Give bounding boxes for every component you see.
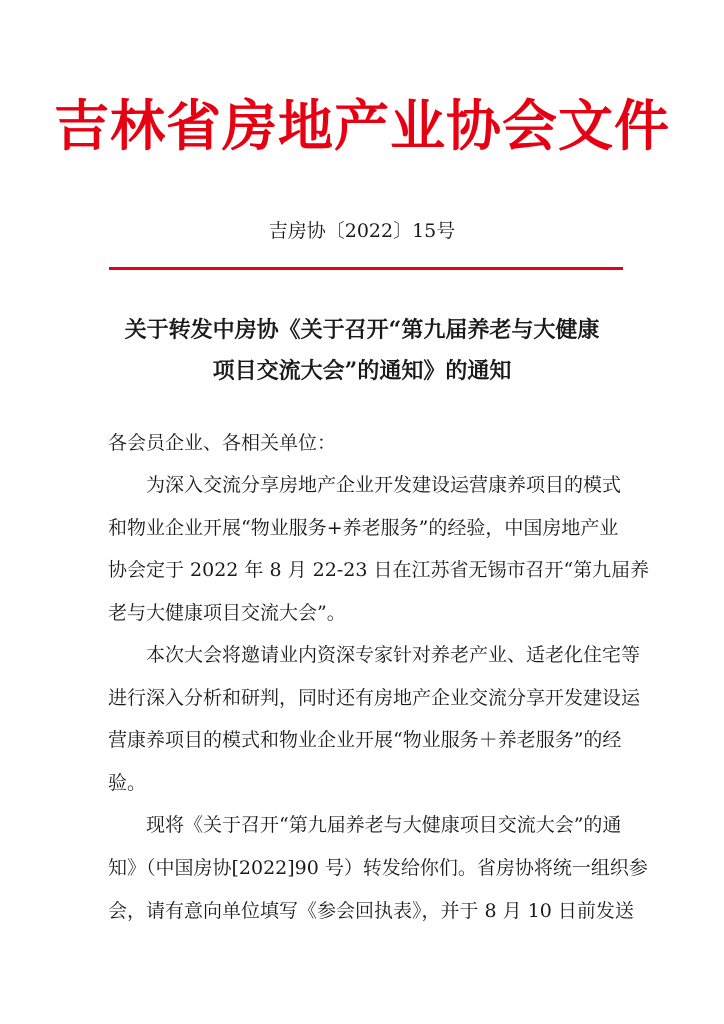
- paragraph-line: 本次大会将邀请业内资深专家针对养老产业、适老化住宅等: [146, 644, 641, 666]
- paragraph-line: 现将《关于召开“第九届养老与大健康项目交流大会”的通: [146, 814, 622, 836]
- org-title: 吉林省房地产业协会文件: [53, 93, 670, 158]
- paragraph-line: 会，请有意向单位填写《参会回执表》，并于 8 月 10 日前发送: [108, 900, 634, 922]
- subject-title-line: 项目交流大会”的通知》的通知: [212, 358, 512, 384]
- paragraph-line: 进行深入分析和研判，同时还有房地产企业交流分享开发建设运: [108, 687, 641, 709]
- subject-title-line: 关于转发中房协《关于召开“第九届养老与大健康: [124, 317, 600, 343]
- paragraph-line: 验。: [108, 772, 147, 794]
- paragraph-line: 营康养项目的模式和物业企业开展“物业服务＋养老服务”的经: [108, 729, 622, 751]
- paragraph-line: 老与大健康项目交流大会”。: [108, 602, 346, 624]
- document-number: 吉房协〔2022〕15号: [268, 220, 456, 242]
- salutation: 各会员企业、各相关单位：: [108, 432, 337, 454]
- paragraph-line: 协会定于 2022 年 8 月 22-23 日在江苏省无锡市召开“第九届养: [108, 559, 650, 581]
- paragraph-line: 和物业企业开展“物业服务+养老服务”的经验，中国房地产业: [108, 517, 619, 539]
- paragraph-line: 为深入交流分享房地产企业开发建设运营康养项目的模式: [146, 474, 622, 496]
- paragraph-line: 知》（中国房协[2022]90 号）转发给你们。省房协将统一组织参: [108, 857, 648, 879]
- red-divider-rule: [109, 267, 623, 270]
